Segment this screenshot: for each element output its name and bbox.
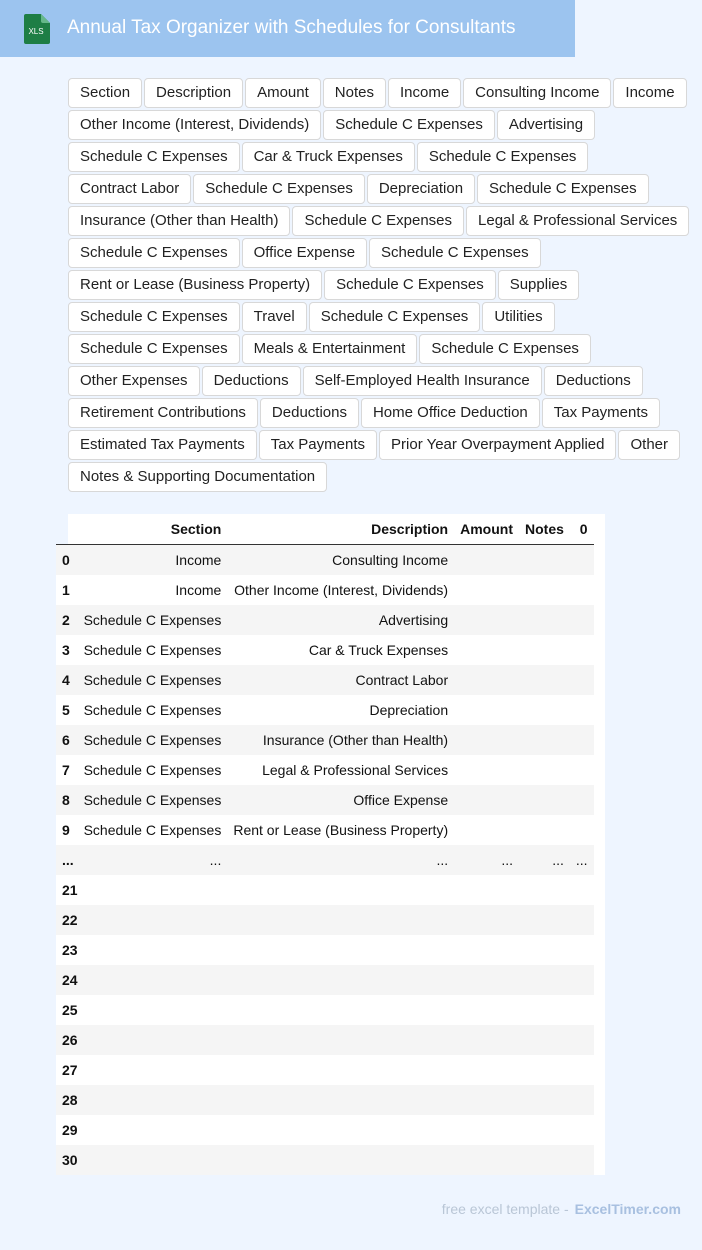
description-cell[interactable]: [227, 1085, 454, 1115]
description-cell[interactable]: [227, 1025, 454, 1055]
amount-header[interactable]: Amount: [454, 514, 519, 545]
column-chip[interactable]: Schedule C Expenses: [324, 270, 496, 300]
table-row: [56, 725, 594, 755]
description-cell[interactable]: Insurance (Other than Health): [227, 725, 454, 755]
column-chip[interactable]: Other Income (Interest, Dividends): [68, 110, 321, 140]
notes-cell[interactable]: [519, 815, 570, 845]
row-index: 9: [56, 815, 78, 845]
column-chip[interactable]: Supplies: [498, 270, 580, 300]
notes-cell[interactable]: [519, 905, 570, 935]
notes-cell[interactable]: [519, 545, 570, 576]
amount-cell[interactable]: [454, 695, 519, 725]
column-chip[interactable]: Self-Employed Health Insurance: [303, 366, 542, 396]
zero-cell[interactable]: [570, 635, 594, 665]
column-chip[interactable]: Schedule C Expenses: [292, 206, 464, 236]
column-chip[interactable]: Schedule C Expenses: [68, 238, 240, 268]
table-row: [56, 905, 594, 935]
amount-cell[interactable]: [454, 995, 519, 1025]
column-chip[interactable]: Income: [388, 78, 461, 108]
notes-cell[interactable]: [519, 665, 570, 695]
notes-cell[interactable]: [519, 605, 570, 635]
row-index: 28: [56, 1085, 78, 1115]
description-cell[interactable]: ...: [227, 845, 454, 875]
zero-header[interactable]: 0: [570, 514, 594, 545]
amount-cell[interactable]: [454, 1145, 519, 1175]
section-cell[interactable]: Schedule C Expenses: [78, 695, 228, 725]
column-chip[interactable]: Depreciation: [367, 174, 475, 204]
description-cell[interactable]: Consulting Income: [227, 545, 454, 576]
section-cell[interactable]: [78, 1085, 228, 1115]
row-index: 4: [56, 665, 78, 695]
column-chip[interactable]: Schedule C Expenses: [193, 174, 365, 204]
data-table: [56, 514, 594, 1175]
amount-cell[interactable]: [454, 665, 519, 695]
column-chip[interactable]: Deductions: [544, 366, 643, 396]
svg-text:XLS: XLS: [28, 27, 44, 36]
table-row: [56, 935, 594, 965]
column-chip[interactable]: Tax Payments: [542, 398, 660, 428]
column-chip[interactable]: Notes: [323, 78, 386, 108]
zero-cell[interactable]: [570, 995, 594, 1025]
row-index: ...: [56, 845, 78, 875]
notes-cell[interactable]: [519, 935, 570, 965]
table-row: [56, 1085, 594, 1115]
row-index: 21: [56, 875, 78, 905]
notes-cell[interactable]: [519, 725, 570, 755]
section-cell[interactable]: [78, 875, 228, 905]
table-row: [56, 755, 594, 785]
description-cell[interactable]: Office Expense: [227, 785, 454, 815]
section-cell[interactable]: [78, 965, 228, 995]
column-chip[interactable]: Home Office Deduction: [361, 398, 540, 428]
notes-cell[interactable]: [519, 1085, 570, 1115]
row-index: 22: [56, 905, 78, 935]
row-index: 26: [56, 1025, 78, 1055]
column-chip[interactable]: Schedule C Expenses: [369, 238, 541, 268]
table-row: [56, 665, 594, 695]
column-chip[interactable]: Schedule C Expenses: [477, 174, 649, 204]
description-cell[interactable]: [227, 1055, 454, 1085]
description-cell[interactable]: Other Income (Interest, Dividends): [227, 575, 454, 605]
description-cell[interactable]: [227, 995, 454, 1025]
notes-cell[interactable]: [519, 575, 570, 605]
section-cell[interactable]: Schedule C Expenses: [78, 605, 228, 635]
row-index: 0: [56, 545, 78, 576]
section-cell[interactable]: ...: [78, 845, 228, 875]
column-chip[interactable]: Car & Truck Expenses: [242, 142, 415, 172]
description-cell[interactable]: Rent or Lease (Business Property): [227, 815, 454, 845]
zero-cell[interactable]: [570, 695, 594, 725]
footer-prefix: free excel template -: [441, 1201, 569, 1217]
zero-cell[interactable]: [570, 545, 594, 576]
notes-cell[interactable]: [519, 635, 570, 665]
notes-cell[interactable]: [519, 1055, 570, 1085]
section-cell[interactable]: [78, 905, 228, 935]
table-header-row: [56, 514, 594, 545]
section-cell[interactable]: [78, 1025, 228, 1055]
row-index: 7: [56, 755, 78, 785]
zero-cell[interactable]: [570, 665, 594, 695]
row-index: 27: [56, 1055, 78, 1085]
zero-cell[interactable]: [570, 875, 594, 905]
column-chip[interactable]: Income: [613, 78, 686, 108]
column-chip[interactable]: Travel: [242, 302, 307, 332]
amount-cell[interactable]: [454, 1025, 519, 1055]
column-chip[interactable]: Section: [68, 78, 142, 108]
column-chip[interactable]: Deductions: [202, 366, 301, 396]
row-index: 30: [56, 1145, 78, 1175]
amount-cell[interactable]: [454, 1055, 519, 1085]
zero-cell[interactable]: [570, 1145, 594, 1175]
row-index: 5: [56, 695, 78, 725]
row-index: 25: [56, 995, 78, 1025]
section-cell[interactable]: [78, 995, 228, 1025]
zero-cell[interactable]: [570, 815, 594, 845]
zero-cell[interactable]: [570, 1055, 594, 1085]
zero-cell[interactable]: [570, 1085, 594, 1115]
amount-cell[interactable]: [454, 635, 519, 665]
zero-cell[interactable]: [570, 935, 594, 965]
column-chip[interactable]: Retirement Contributions: [68, 398, 258, 428]
column-chip[interactable]: Contract Labor: [68, 174, 191, 204]
section-cell[interactable]: [78, 1055, 228, 1085]
table-row: [56, 965, 594, 995]
section-cell[interactable]: Schedule C Expenses: [78, 785, 228, 815]
column-chip[interactable]: Tax Payments: [259, 430, 377, 460]
notes-cell[interactable]: ...: [519, 845, 570, 875]
row-index: 24: [56, 965, 78, 995]
table-row: [56, 785, 594, 815]
column-chip[interactable]: Schedule C Expenses: [68, 302, 240, 332]
amount-cell[interactable]: [454, 935, 519, 965]
notes-cell[interactable]: [519, 965, 570, 995]
zero-cell[interactable]: [570, 605, 594, 635]
section-cell[interactable]: Schedule C Expenses: [78, 665, 228, 695]
column-chip[interactable]: Estimated Tax Payments: [68, 430, 257, 460]
column-chip[interactable]: Other Expenses: [68, 366, 200, 396]
table-row: [56, 995, 594, 1025]
zero-cell[interactable]: [570, 725, 594, 755]
column-chip[interactable]: Insurance (Other than Health): [68, 206, 290, 236]
footer-credit: [442, 1201, 681, 1217]
section-cell[interactable]: [78, 935, 228, 965]
amount-cell[interactable]: [454, 905, 519, 935]
description-cell[interactable]: Legal & Professional Services: [227, 755, 454, 785]
description-cell[interactable]: [227, 1145, 454, 1175]
data-table-container: [62, 514, 605, 1175]
table-row: [56, 1025, 594, 1055]
table-row: [56, 575, 594, 605]
description-cell[interactable]: [227, 1115, 454, 1145]
zero-cell[interactable]: [570, 575, 594, 605]
amount-cell[interactable]: [454, 965, 519, 995]
amount-cell[interactable]: ...: [454, 845, 519, 875]
column-chip[interactable]: Advertising: [497, 110, 595, 140]
amount-cell[interactable]: [454, 815, 519, 845]
amount-cell[interactable]: [454, 725, 519, 755]
amount-cell[interactable]: [454, 755, 519, 785]
amount-cell[interactable]: [454, 875, 519, 905]
zero-cell[interactable]: [570, 1025, 594, 1055]
description-cell[interactable]: Advertising: [227, 605, 454, 635]
column-chip[interactable]: Other: [618, 430, 680, 460]
notes-cell[interactable]: [519, 875, 570, 905]
amount-cell[interactable]: [454, 575, 519, 605]
column-chip[interactable]: Schedule C Expenses: [68, 142, 240, 172]
notes-cell[interactable]: [519, 1145, 570, 1175]
column-chip[interactable]: Deductions: [260, 398, 359, 428]
column-chip[interactable]: Legal & Professional Services: [466, 206, 689, 236]
row-index: 1: [56, 575, 78, 605]
notes-cell[interactable]: [519, 755, 570, 785]
amount-cell[interactable]: [454, 605, 519, 635]
notes-header[interactable]: Notes: [519, 514, 570, 545]
section-cell[interactable]: Income: [78, 575, 228, 605]
footer-brand-link[interactable]: ExcelTimer.com: [574, 1201, 681, 1217]
row-index: 3: [56, 635, 78, 665]
amount-cell[interactable]: [454, 1085, 519, 1115]
description-cell[interactable]: [227, 905, 454, 935]
column-chip[interactable]: Schedule C Expenses: [417, 142, 589, 172]
column-chip-list: [68, 78, 698, 492]
column-chip[interactable]: Schedule C Expenses: [309, 302, 481, 332]
column-chip[interactable]: Utilities: [482, 302, 554, 332]
description-cell[interactable]: Depreciation: [227, 695, 454, 725]
table-row: [56, 815, 594, 845]
table-row: [56, 545, 594, 576]
section-cell[interactable]: Schedule C Expenses: [78, 635, 228, 665]
table-body: [56, 545, 594, 1176]
description-cell[interactable]: [227, 875, 454, 905]
zero-cell[interactable]: [570, 965, 594, 995]
zero-cell[interactable]: [570, 1115, 594, 1145]
column-chip[interactable]: Description: [144, 78, 243, 108]
excel-file-icon: [22, 14, 50, 44]
section-cell[interactable]: Schedule C Expenses: [78, 815, 228, 845]
column-chip[interactable]: Consulting Income: [463, 78, 611, 108]
column-chip[interactable]: Meals & Entertainment: [242, 334, 418, 364]
description-cell[interactable]: [227, 965, 454, 995]
column-chip[interactable]: Amount: [245, 78, 321, 108]
table-row: [56, 1055, 594, 1085]
section-cell[interactable]: [78, 1115, 228, 1145]
column-chip[interactable]: Rent or Lease (Business Property): [68, 270, 322, 300]
column-chip[interactable]: Schedule C Expenses: [68, 334, 240, 364]
column-chip[interactable]: Notes & Supporting Documentation: [68, 462, 327, 492]
table-row: [56, 1115, 594, 1145]
zero-cell[interactable]: [570, 905, 594, 935]
amount-cell[interactable]: [454, 1115, 519, 1145]
section-cell[interactable]: Income: [78, 545, 228, 576]
row-index: 29: [56, 1115, 78, 1145]
section-cell[interactable]: Schedule C Expenses: [78, 725, 228, 755]
row-index: 23: [56, 935, 78, 965]
page-header: [0, 0, 575, 57]
page-title: Annual Tax Organizer with Schedules for Consultants: [67, 17, 516, 38]
notes-cell[interactable]: [519, 995, 570, 1025]
table-row: [56, 605, 594, 635]
zero-cell[interactable]: ...: [570, 845, 594, 875]
row-index: 6: [56, 725, 78, 755]
description-header[interactable]: Description: [227, 514, 454, 545]
row-index: 8: [56, 785, 78, 815]
zero-cell[interactable]: [570, 785, 594, 815]
table-row: [56, 845, 594, 875]
section-header[interactable]: Section: [78, 514, 228, 545]
notes-cell[interactable]: [519, 785, 570, 815]
zero-cell[interactable]: [570, 755, 594, 785]
table-row: [56, 1145, 594, 1175]
column-chip[interactable]: Prior Year Overpayment Applied: [379, 430, 616, 460]
notes-cell[interactable]: [519, 1115, 570, 1145]
column-chip[interactable]: Schedule C Expenses: [419, 334, 591, 364]
table-row: [56, 635, 594, 665]
column-chip[interactable]: Office Expense: [242, 238, 367, 268]
notes-cell[interactable]: [519, 1025, 570, 1055]
notes-cell[interactable]: [519, 695, 570, 725]
table-row: [56, 875, 594, 905]
description-cell[interactable]: Contract Labor: [227, 665, 454, 695]
section-cell[interactable]: Schedule C Expenses: [78, 755, 228, 785]
index-header: [56, 514, 78, 545]
description-cell[interactable]: Car & Truck Expenses: [227, 635, 454, 665]
row-index: 2: [56, 605, 78, 635]
section-cell[interactable]: [78, 1145, 228, 1175]
amount-cell[interactable]: [454, 545, 519, 576]
amount-cell[interactable]: [454, 785, 519, 815]
description-cell[interactable]: [227, 935, 454, 965]
column-chip[interactable]: Schedule C Expenses: [323, 110, 495, 140]
table-row: [56, 695, 594, 725]
